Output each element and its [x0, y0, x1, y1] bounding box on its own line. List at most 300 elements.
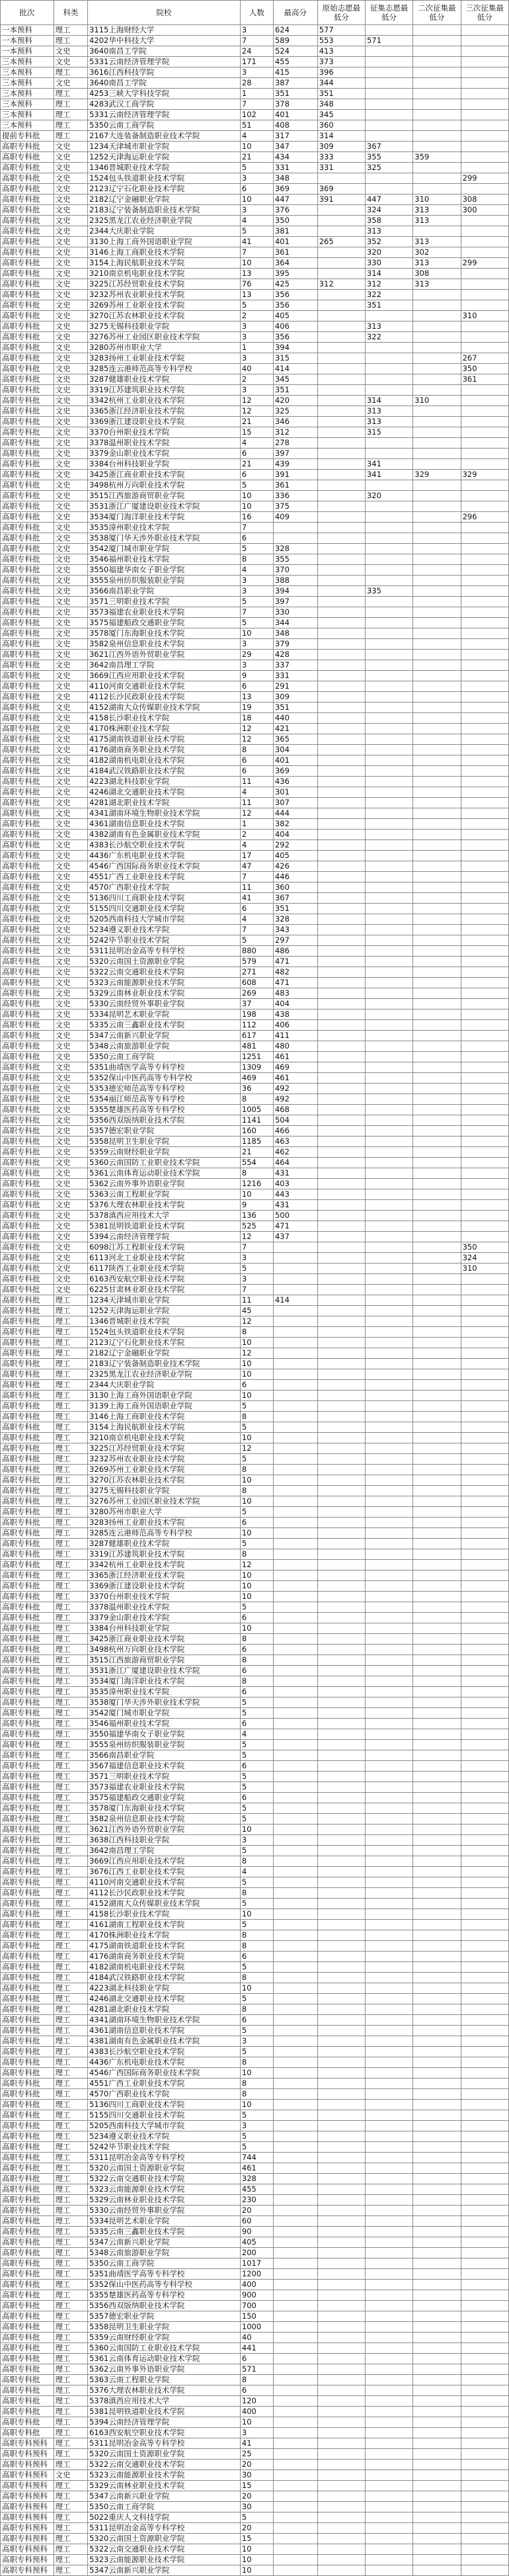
cell-collect-min — [365, 1973, 412, 1983]
cell-category: 理工 — [54, 1486, 87, 1496]
cell-collect-min — [365, 2438, 412, 2449]
cell-school: 2167大连装备制造职业技术学院 — [88, 131, 241, 142]
table-row — [1, 554, 509, 565]
cell-third-min — [461, 2248, 508, 2258]
cell-count: 4 — [240, 1729, 273, 1740]
cell-count: 8 — [240, 1168, 273, 1179]
cell-batch: 高职专科批 — [1, 1105, 54, 1115]
cell-third-min — [461, 2544, 508, 2555]
cell-count: 4 — [240, 840, 273, 851]
cell-batch: 高职专科批 — [1, 1570, 54, 1581]
cell-category: 文史 — [54, 226, 87, 237]
cell-count: 5 — [240, 1602, 273, 1613]
cell-category: 文史 — [54, 163, 87, 173]
cell-category: 文史 — [54, 247, 87, 258]
cell-count: 15 — [240, 2481, 273, 2491]
cell-second-min — [413, 1941, 461, 1952]
cell-max-score: 370 — [273, 565, 317, 576]
cell-original-min — [317, 2026, 365, 2036]
cell-third-min: 300 — [461, 205, 508, 216]
cell-batch: 高职专科批 — [1, 1814, 54, 1825]
cell-original-min — [317, 1793, 365, 1803]
cell-second-min — [413, 1264, 461, 1274]
cell-batch: 高职专科批 — [1, 1285, 54, 1295]
cell-count: 2 — [240, 311, 273, 322]
cell-school: 3210南京机电职业技术学院 — [88, 1433, 241, 1443]
cell-collect-min — [365, 2512, 412, 2523]
table-row — [1, 893, 509, 904]
table-row — [1, 1179, 509, 1189]
cell-collect-min — [365, 650, 412, 660]
table-row — [1, 1126, 509, 1137]
cell-third-min — [461, 46, 508, 57]
cell-collect-min — [365, 1581, 412, 1592]
cell-max-score — [273, 2079, 317, 2089]
cell-third-min — [461, 1613, 508, 1623]
cell-school: 3210南京机电职业技术学院 — [88, 269, 241, 279]
cell-third-min — [461, 343, 508, 353]
cell-max-score — [273, 1708, 317, 1719]
cell-collect-min — [365, 766, 412, 777]
cell-category: 文史 — [54, 427, 87, 438]
table-row — [1, 163, 509, 173]
col-original-min: 原始志愿最低分 — [317, 1, 365, 25]
cell-max-score — [273, 2258, 317, 2269]
cell-max-score: 356 — [273, 300, 317, 311]
cell-third-min — [461, 660, 508, 671]
cell-second-min — [413, 1507, 461, 1518]
cell-third-min — [461, 597, 508, 607]
table-row — [1, 1264, 509, 1274]
cell-school: 3139上海工商外国语职业学院 — [88, 1401, 241, 1412]
cell-batch: 高职专科批 — [1, 755, 54, 766]
cell-second-min — [413, 2269, 461, 2280]
cell-collect-min — [365, 2555, 412, 2565]
table-row — [1, 417, 509, 427]
cell-collect-min — [365, 2333, 412, 2343]
cell-batch: 高职专科批 — [1, 650, 54, 660]
cell-max-score — [273, 1920, 317, 1930]
cell-collect-min — [365, 925, 412, 935]
cell-count: 461 — [240, 2163, 273, 2174]
cell-batch: 高职专科批 — [1, 1729, 54, 1740]
cell-collect-min: 314 — [365, 269, 412, 279]
cell-count: 5 — [240, 1994, 273, 2004]
cell-third-min — [461, 2523, 508, 2534]
cell-batch: 高职专科批 — [1, 1412, 54, 1422]
cell-original-min — [317, 2417, 365, 2428]
cell-original-min — [317, 2534, 365, 2544]
cell-second-min — [413, 523, 461, 533]
cell-original-min — [317, 1803, 365, 1814]
cell-collect-min — [365, 1877, 412, 1888]
cell-collect-min: 351 — [365, 300, 412, 311]
cell-collect-min — [365, 1052, 412, 1062]
cell-category: 文史 — [54, 1147, 87, 1158]
cell-second-min — [413, 1052, 461, 1062]
cell-max-score — [273, 1369, 317, 1380]
cell-school: 4253三峡大学科技学院 — [88, 89, 241, 99]
cell-batch: 高职专科批 — [1, 2142, 54, 2153]
cell-third-min — [461, 1835, 508, 1846]
cell-school: 3319江苏建筑职业技术学院 — [88, 385, 241, 396]
cell-collect-min — [365, 2227, 412, 2237]
cell-max-score — [273, 2460, 317, 2470]
cell-third-min — [461, 1285, 508, 1295]
cell-original-min — [317, 1465, 365, 1475]
cell-third-min — [461, 1475, 508, 1486]
cell-school: 3146上海工商职业技术学院 — [88, 1412, 241, 1422]
cell-school: 3370台州职业技术学院 — [88, 427, 241, 438]
cell-collect-min — [365, 2385, 412, 2396]
cell-batch: 高职专科批 — [1, 935, 54, 946]
cell-max-score — [273, 1539, 317, 1549]
cell-original-min: 333 — [317, 152, 365, 163]
cell-collect-min — [365, 713, 412, 724]
cell-collect-min — [365, 2534, 412, 2544]
table-row — [1, 671, 509, 681]
cell-max-score: 382 — [273, 819, 317, 830]
cell-collect-min — [365, 1645, 412, 1655]
cell-third-min — [461, 2417, 508, 2428]
cell-third-min — [461, 2407, 508, 2417]
cell-max-score — [273, 2481, 317, 2491]
cell-third-min — [461, 724, 508, 734]
cell-third-min — [461, 1846, 508, 1856]
cell-second-min — [413, 1200, 461, 1211]
cell-original-min — [317, 2544, 365, 2555]
cell-second-min — [413, 946, 461, 957]
cell-collect-min: 315 — [365, 427, 412, 438]
cell-second-min — [413, 459, 461, 470]
cell-max-score — [273, 1888, 317, 1899]
cell-category: 理工 — [54, 1634, 87, 1645]
cell-second-min — [413, 851, 461, 861]
cell-second-min — [413, 861, 461, 872]
cell-second-min — [413, 660, 461, 671]
cell-batch: 高职专科批 — [1, 343, 54, 353]
cell-batch: 高职专科预科 — [1, 2523, 54, 2534]
cell-count: 41 — [240, 237, 273, 247]
cell-original-min — [317, 1327, 365, 1338]
table-row — [1, 1507, 509, 1518]
cell-school: 3555泉州纺织服装职业学院 — [88, 576, 241, 586]
cell-second-min — [413, 449, 461, 459]
cell-school: 2344大庆职业学院 — [88, 226, 241, 237]
cell-original-min — [317, 565, 365, 576]
cell-third-min — [461, 1877, 508, 1888]
cell-original-min — [317, 2301, 365, 2311]
table-row — [1, 1930, 509, 1941]
cell-original-min — [317, 2565, 365, 2576]
cell-second-min — [413, 1443, 461, 1454]
cell-max-score: 307 — [273, 798, 317, 808]
cell-collect-min — [365, 1465, 412, 1475]
cell-count: 20 — [240, 2460, 273, 2470]
cell-max-score: 420 — [273, 396, 317, 406]
cell-count: 6 — [240, 2354, 273, 2364]
cell-school: 5234遵义职业技术学院 — [88, 2131, 241, 2142]
cell-count: 10 — [240, 2544, 273, 2555]
cell-collect-min — [365, 2417, 412, 2428]
cell-category: 理工 — [54, 2163, 87, 2174]
cell-original-min — [317, 1539, 365, 1549]
cell-category: 理工 — [54, 2184, 87, 2195]
cell-second-min — [413, 417, 461, 427]
cell-third-min — [461, 406, 508, 417]
table-row — [1, 787, 509, 798]
cell-batch: 高职专科批 — [1, 1094, 54, 1105]
cell-third-min — [461, 2481, 508, 2491]
cell-original-min — [317, 2216, 365, 2227]
cell-category: 文史 — [54, 57, 87, 67]
cell-category: 理工 — [54, 2174, 87, 2184]
cell-third-min — [461, 1158, 508, 1168]
cell-category: 理工 — [54, 1443, 87, 1454]
cell-original-min — [317, 2449, 365, 2460]
cell-collect-min — [365, 914, 412, 925]
cell-second-min — [413, 1031, 461, 1041]
cell-second-min — [413, 639, 461, 650]
cell-batch: 高职专科批 — [1, 1581, 54, 1592]
cell-school: 5362云南外事外语职业学院 — [88, 1179, 241, 1189]
cell-second-min — [413, 173, 461, 184]
cell-original-min — [317, 1242, 365, 1253]
cell-count: 5 — [240, 1454, 273, 1465]
cell-third-min — [461, 628, 508, 639]
cell-batch: 高职专科预科 — [1, 2502, 54, 2512]
cell-count: 102 — [240, 110, 273, 120]
cell-school: 5335云南三鑫职业技术学院 — [88, 1020, 241, 1031]
cell-batch: 高职专科预科 — [1, 2491, 54, 2502]
cell-collect-min — [365, 1676, 412, 1687]
cell-max-score — [273, 1952, 317, 1962]
cell-count: 5 — [240, 1899, 273, 1909]
cell-collect-min — [365, 2290, 412, 2301]
cell-third-min — [461, 755, 508, 766]
cell-school: 5334昆明艺术职业学院 — [88, 1009, 241, 1020]
cell-original-min — [317, 300, 365, 311]
cell-second-min: 310 — [413, 396, 461, 406]
cell-max-score — [273, 2068, 317, 2079]
cell-original-min: 373 — [317, 57, 365, 67]
cell-batch: 高职专科预科 — [1, 2438, 54, 2449]
cell-batch: 高职专科批 — [1, 152, 54, 163]
cell-third-min — [461, 1952, 508, 1962]
cell-school: 3498杭州万向职业技术学院 — [88, 480, 241, 491]
cell-batch: 高职专科批 — [1, 1486, 54, 1496]
cell-count: 47 — [240, 861, 273, 872]
table-row — [1, 1189, 509, 1200]
table-row — [1, 2121, 509, 2131]
cell-max-score: 405 — [273, 851, 317, 861]
cell-second-min — [413, 2333, 461, 2343]
cell-category: 理工 — [54, 2534, 87, 2544]
cell-category: 理工 — [54, 1391, 87, 1401]
cell-third-min — [461, 99, 508, 110]
cell-third-min — [461, 1666, 508, 1676]
cell-collect-min: 320 — [365, 491, 412, 501]
cell-second-min — [413, 184, 461, 194]
cell-collect-min — [365, 438, 412, 449]
cell-category: 理工 — [54, 2301, 87, 2311]
cell-third-min — [461, 1634, 508, 1645]
cell-collect-min — [365, 131, 412, 142]
cell-category: 文史 — [54, 142, 87, 152]
cell-second-min — [413, 607, 461, 618]
cell-count: 269 — [240, 988, 273, 999]
table-body — [1, 25, 509, 2576]
cell-count: 6 — [240, 184, 273, 194]
cell-third-min — [461, 1380, 508, 1391]
cell-count: 10 — [240, 1391, 273, 1401]
cell-original-min — [317, 914, 365, 925]
cell-school: 3276苏州工业园区职业技术学院 — [88, 332, 241, 343]
table-row — [1, 173, 509, 184]
cell-third-min — [461, 607, 508, 618]
cell-third-min — [461, 861, 508, 872]
cell-category: 理工 — [54, 1507, 87, 1518]
cell-second-min — [413, 57, 461, 67]
cell-third-min — [461, 703, 508, 713]
table-row — [1, 2407, 509, 2417]
cell-batch: 高职专科批 — [1, 533, 54, 544]
cell-original-min: 413 — [317, 46, 365, 57]
cell-original-min — [317, 1507, 365, 1518]
cell-original-min — [317, 353, 365, 364]
cell-third-min — [461, 216, 508, 226]
cell-collect-min — [365, 1825, 412, 1835]
cell-original-min — [317, 1994, 365, 2004]
cell-third-min — [461, 152, 508, 163]
cell-original-min — [317, 2174, 365, 2184]
cell-collect-min: 322 — [365, 290, 412, 300]
cell-batch: 高职专科批 — [1, 777, 54, 787]
cell-original-min — [317, 247, 365, 258]
cell-third-min — [461, 2396, 508, 2407]
table-row — [1, 999, 509, 1009]
table-row — [1, 1052, 509, 1062]
cell-batch: 高职专科批 — [1, 2396, 54, 2407]
cell-second-min — [413, 1920, 461, 1930]
cell-third-min — [461, 1359, 508, 1369]
cell-count: 8 — [240, 1676, 273, 1687]
cell-category: 文史 — [54, 1168, 87, 1179]
cell-second-min — [413, 1401, 461, 1412]
cell-batch: 高职专科批 — [1, 2121, 54, 2131]
table-row — [1, 1486, 509, 1496]
cell-third-min — [461, 1994, 508, 2004]
cell-original-min — [317, 2555, 365, 2565]
cell-third-min — [461, 1930, 508, 1941]
cell-third-min — [461, 1740, 508, 1750]
cell-batch: 三本预科 — [1, 67, 54, 78]
table-row — [1, 1465, 509, 1475]
cell-second-min — [413, 2089, 461, 2100]
cell-collect-min — [365, 2121, 412, 2131]
cell-collect-min — [365, 1888, 412, 1899]
cell-max-score: 492 — [273, 1084, 317, 1094]
cell-batch: 高职专科批 — [1, 226, 54, 237]
cell-original-min — [317, 470, 365, 480]
cell-third-min — [461, 2343, 508, 2354]
cell-max-score — [273, 1930, 317, 1941]
cell-max-score — [273, 1528, 317, 1539]
table-row — [1, 290, 509, 300]
cell-second-min — [413, 2417, 461, 2428]
cell-original-min — [317, 1581, 365, 1592]
cell-max-score: 348 — [273, 628, 317, 639]
cell-collect-min: 313 — [365, 406, 412, 417]
cell-third-min — [461, 2354, 508, 2364]
cell-max-score: 292 — [273, 840, 317, 851]
cell-second-min — [413, 353, 461, 364]
cell-third-min — [461, 544, 508, 554]
cell-second-min — [413, 1877, 461, 1888]
cell-school: 3287健雄职业技术学院 — [88, 1539, 241, 1549]
cell-third-min — [461, 1062, 508, 1073]
cell-collect-min — [365, 2428, 412, 2438]
cell-original-min — [317, 512, 365, 523]
cell-count: 6 — [240, 766, 273, 777]
cell-batch: 高职专科批 — [1, 1041, 54, 1052]
cell-collect-min — [365, 554, 412, 565]
cell-third-min — [461, 1295, 508, 1306]
cell-school: 5355楚雄医药高等专科学校 — [88, 1105, 241, 1115]
cell-collect-min: 330 — [365, 258, 412, 269]
cell-school: 3555泉州纺织服装职业学院 — [88, 1740, 241, 1750]
table-row — [1, 2322, 509, 2333]
cell-original-min — [317, 1750, 365, 1761]
cell-school: 5322云南交通职业技术学院 — [88, 967, 241, 978]
cell-school: 3550福建华南女子职业学院 — [88, 1729, 241, 1740]
cell-collect-min — [365, 2004, 412, 2015]
cell-count: 21 — [240, 417, 273, 427]
cell-second-min — [413, 1952, 461, 1962]
cell-original-min — [317, 544, 365, 554]
cell-third-min — [461, 2142, 508, 2153]
cell-third-min — [461, 449, 508, 459]
cell-max-score: 376 — [273, 205, 317, 216]
cell-third-min — [461, 89, 508, 99]
cell-second-min — [413, 2364, 461, 2375]
cell-max-score — [273, 2470, 317, 2481]
cell-max-score — [273, 2195, 317, 2206]
table-row — [1, 1433, 509, 1443]
cell-max-score: 428 — [273, 650, 317, 660]
cell-third-min — [461, 1137, 508, 1147]
cell-third-min — [461, 999, 508, 1009]
cell-max-score: 355 — [273, 554, 317, 565]
cell-count: 469 — [240, 1073, 273, 1084]
table-row — [1, 2375, 509, 2385]
cell-second-min — [413, 438, 461, 449]
cell-school: 5320云南国土资源职业学院 — [88, 2163, 241, 2174]
table-row — [1, 2206, 509, 2216]
cell-collect-min — [365, 1909, 412, 1920]
table-row — [1, 2280, 509, 2290]
table-row — [1, 512, 509, 523]
cell-school: 3642南昌理工学院 — [88, 1846, 241, 1856]
cell-category: 理工 — [54, 1962, 87, 1973]
cell-count: 405 — [240, 2237, 273, 2248]
cell-school: 4361湖南信息职业技术学院 — [88, 819, 241, 830]
cell-original-min — [317, 1719, 365, 1729]
cell-school: 3638江西科技职业学院 — [88, 1835, 241, 1846]
cell-second-min: 329 — [413, 470, 461, 480]
cell-original-min — [317, 311, 365, 322]
cell-category: 文史 — [54, 152, 87, 163]
